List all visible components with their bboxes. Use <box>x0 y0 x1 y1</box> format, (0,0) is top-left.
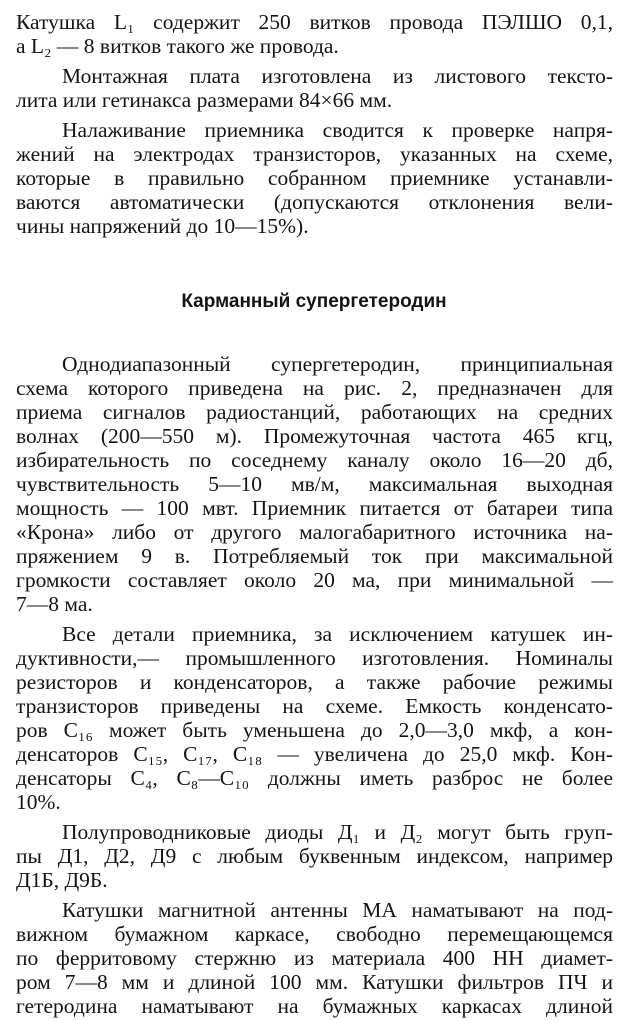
section-heading: Карманный супергетеродин <box>181 291 447 312</box>
text-line: Д1Б, Д9Б. <box>16 868 108 892</box>
text-line: чувствительность 5—10 мв/м, максимальная выходная <box>16 472 613 496</box>
text-line: Однодиапазонный супергетеродин, принципиальная <box>62 352 613 376</box>
text-line: Катушка L₁ содержит 250 витков провода ПЭЛШО 0,1, <box>16 10 613 34</box>
text-line: 7—8 ма. <box>16 592 93 616</box>
text-line: Налаживание приемника сводится к проверке напря- <box>62 118 613 142</box>
text-line: мощность — 100 мвт. Приемник питается от батареи типа <box>16 496 613 520</box>
text-line: пы Д1, Д2, Д9 с любым буквенным индексом, например <box>16 844 613 868</box>
text-line: громкости составляет около 20 ма, при минимальной — <box>16 568 613 592</box>
text-line: Монтажная плата изготовлена из листового тексто- <box>62 64 613 88</box>
text-line: гетеродина наматывают на бумажных каркасах длиной <box>16 994 613 1018</box>
text-line: избирательность по соседнему каналу около 16—20 дб, <box>16 448 613 472</box>
text-line: чины напряжений до 10—15%). <box>16 214 309 238</box>
text-line: ром 7—8 мм и длиной 100 мм. Катушки фильтров ПЧ и <box>16 970 613 994</box>
text-line: денсаторов C₁₅, C₁₇, C₁₈ — увеличена до 25,0 мкф. Кон- <box>16 742 613 766</box>
text-line: вижном бумажном каркасе, свободно перемещающемся <box>16 922 613 946</box>
text-line: жений на электродах транзисторов, указанных на схеме, <box>16 142 613 166</box>
text-line: лита или гетинакса размерами 84×66 мм. <box>16 88 393 112</box>
text-line: резисторов и конденсаторов, а также рабочие режимы <box>16 670 613 694</box>
text-line: транзисторов приведены на схеме. Емкость конденсато- <box>16 694 613 718</box>
text-line: пряжением 9 в. Потребляемый ток при максимальной <box>16 544 613 568</box>
text-line: схема которого приведена на рис. 2, предназначен для <box>16 376 613 400</box>
text-line: «Крона» либо от другого малогабаритного источника на- <box>16 520 613 544</box>
text-line: Все детали приемника, за исключением катушек ин- <box>62 622 613 646</box>
text-line: денсаторы C₄, C₈—C₁₀ должны иметь разброс не более <box>16 766 613 790</box>
text-line: волнах (200—550 м). Промежуточная частота 465 кгц, <box>16 424 613 448</box>
text-line: а L₂ — 8 витков такого же провода. <box>16 34 339 58</box>
text-line: ров C₁₆ может быть уменьшена до 2,0—3,0 мкф, а кон- <box>16 718 613 742</box>
text-line: Катушки магнитной антенны МА наматывают на под- <box>62 898 613 922</box>
text-line: по ферритовому стержню из материала 400 НН диамет- <box>16 946 613 970</box>
text-line: которые в правильно собранном приемнике устанавли- <box>16 166 613 190</box>
text-line: приема сигналов радиостанций, работающих на средних <box>16 400 613 424</box>
text-line: Полупроводниковые диоды Д₁ и Д₂ могут быть груп- <box>62 820 613 844</box>
text-line: 10%. <box>16 790 61 814</box>
text-line: ваются автоматически (допускаются отклонения вели- <box>16 190 613 214</box>
text-line: дуктивности,— промышленного изготовления. Номиналы <box>16 646 613 670</box>
